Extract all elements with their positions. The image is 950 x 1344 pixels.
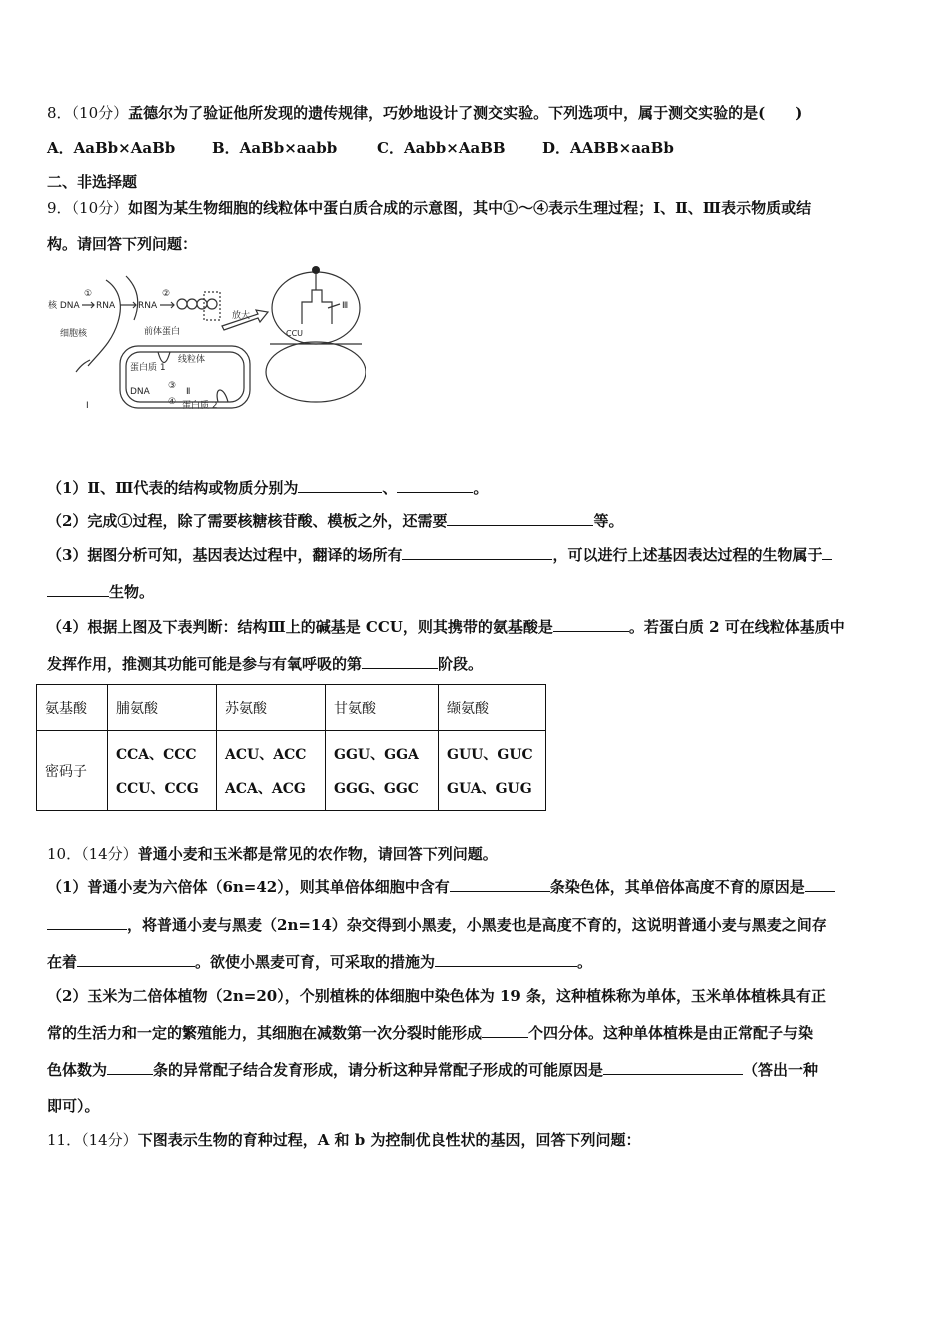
diagram-protein2: 蛋白质 2 bbox=[182, 401, 218, 411]
table-header-row bbox=[37, 685, 546, 731]
diagram-step4: ④ bbox=[168, 397, 177, 407]
q11-stem bbox=[47, 1129, 640, 1150]
q11-score: （14分） bbox=[81, 1131, 138, 1149]
q9-part4 bbox=[47, 616, 845, 637]
codon-text: GGG、GGC bbox=[334, 780, 419, 797]
answer-blank[interactable] bbox=[47, 915, 127, 930]
q10-part1-text4: 。欲使小黑麦可育，可采取的措施为 bbox=[195, 953, 436, 971]
q10-part2-text4: （答出一种 bbox=[743, 1061, 819, 1079]
table-row bbox=[37, 731, 546, 811]
answer-blank[interactable] bbox=[362, 654, 438, 669]
answer-blank[interactable] bbox=[77, 952, 195, 967]
q9-part3-end: 生物。 bbox=[109, 583, 155, 601]
answer-blank[interactable] bbox=[805, 877, 835, 892]
q10-part1-cont2 bbox=[47, 951, 592, 972]
q9-part3-text: （3）据图分析可知，基因表达过程中，翻译的场所有 bbox=[47, 546, 403, 564]
answer-blank[interactable] bbox=[450, 877, 550, 892]
q10-score: （14分） bbox=[81, 845, 138, 863]
codon-text: GUA、GUG bbox=[447, 780, 532, 797]
diagram-protein1: 蛋白质 1 bbox=[130, 363, 166, 373]
q10-part1 bbox=[47, 876, 835, 897]
diagram-label-ii: Ⅱ bbox=[186, 387, 191, 397]
q9-part1-end: 。 bbox=[473, 479, 489, 497]
q10-number: 10． bbox=[47, 845, 82, 863]
diagram-nucleus: 细胞核 bbox=[60, 329, 88, 339]
table-cell bbox=[217, 731, 326, 811]
q9-text-line1: 如图为某生物细胞的线粒体中蛋白质合成的示意图，其中①～④表示生理过程；Ⅰ、Ⅱ、Ⅲ表示物质或结 bbox=[128, 199, 812, 217]
q10-part1-text: （1）普通小麦为六倍体（6n=42），则其单倍体细胞中含有 bbox=[47, 878, 450, 896]
q10-part2-cont2 bbox=[47, 1059, 818, 1080]
q8-score: （10分） bbox=[71, 104, 129, 122]
q8-stem bbox=[47, 102, 802, 123]
q9-part2-text: （2）完成①过程，除了需要核糖核苷酸、模板之外，还需要 bbox=[47, 512, 448, 530]
diagram-amino-acid bbox=[312, 266, 320, 274]
q8-option-c: C．Aabb×AaBB bbox=[377, 139, 506, 157]
codon-text: ACA、ACG bbox=[225, 780, 306, 797]
q10-part1-text3: 在着 bbox=[47, 953, 78, 971]
answer-blank[interactable] bbox=[402, 545, 552, 560]
q10-part1-mid: 条染色体，其单倍体高度不育的原因是 bbox=[549, 878, 805, 896]
q9-part3-cont bbox=[47, 581, 154, 602]
q11-text: 下图表示生物的育种过程，A 和 b 为控制优良性状的基因，回答下列问题： bbox=[137, 1131, 641, 1149]
q9-part3-mid: ，可以进行上述基因表达过程的生物属于 bbox=[552, 546, 823, 564]
answer-blank[interactable] bbox=[553, 617, 629, 632]
q10-stem bbox=[47, 843, 498, 864]
q9-part1-sep: 、 bbox=[382, 479, 398, 497]
diagram-rna2: RNA bbox=[138, 301, 158, 311]
diagram-label-iii: Ⅲ bbox=[342, 301, 349, 311]
table-cell bbox=[439, 731, 546, 811]
answer-blank[interactable] bbox=[435, 952, 577, 967]
mitochondria-protein-synthesis-diagram bbox=[46, 262, 366, 412]
diagram-step3: ③ bbox=[168, 381, 177, 391]
table-cell bbox=[326, 731, 439, 811]
codon-text: CCA、CCC bbox=[116, 746, 197, 763]
q9-part4-mid: 。若蛋白质 2 可在线粒体基质中 bbox=[628, 618, 845, 636]
q9-part4-cont bbox=[47, 653, 483, 674]
diagram-precursor-protein: 前体蛋白 bbox=[144, 327, 181, 337]
q8-text: 孟德尔为了验证他所发现的遗传规律，巧妙地设计了测交实验。下列选项中，属于测交实验的是( ) bbox=[128, 104, 803, 122]
codon-text: CCU、CCG bbox=[116, 780, 199, 797]
diagram-dna: DNA bbox=[130, 387, 150, 397]
table-cell bbox=[108, 731, 217, 811]
q8-option-d: D．AABB×aaBb bbox=[542, 139, 674, 157]
q9-score: （10分） bbox=[71, 199, 129, 217]
answer-blank[interactable] bbox=[603, 1060, 743, 1075]
q9-part1 bbox=[47, 477, 488, 498]
q9-part4-text: （4）根据上图及下表判断：结构Ⅲ上的碱基是 CCU，则其携带的氨基酸是 bbox=[47, 618, 553, 636]
q9-number: 9． bbox=[47, 199, 72, 217]
q9-part2 bbox=[47, 510, 623, 531]
q9-part4-text2: 发挥作用，推测其功能可能是参与有氧呼吸的第 bbox=[47, 655, 363, 673]
codon-text: GUU、GUC bbox=[447, 746, 533, 763]
table-header-cell: 缬氨酸 bbox=[439, 685, 546, 731]
diagram-label-i: Ⅰ bbox=[86, 401, 89, 411]
q10-part2-cont bbox=[47, 1022, 813, 1043]
diagram-step2: ② bbox=[162, 289, 171, 299]
q10-part2-end: 即可）。 bbox=[47, 1097, 100, 1115]
q8-option-b: B．AaBb×aabb bbox=[212, 139, 338, 157]
diagram-ccu: CCU bbox=[286, 329, 304, 338]
q9-part2-end: 等。 bbox=[593, 512, 624, 530]
table-header-cell: 甘氨酸 bbox=[326, 685, 439, 731]
q9-stem-line2: 构。请回答下列问题： bbox=[47, 235, 198, 253]
q9-stem-line1 bbox=[47, 197, 811, 218]
q10-part1-text2: ，将普通小麦与黑麦（2n=14）杂交得到小黑麦，小黑麦也是高度不育的，这说明普通小麦与黑麦之间存 bbox=[127, 916, 827, 934]
table-header-cell: 脯氨酸 bbox=[108, 685, 217, 731]
q8-number: 8． bbox=[47, 104, 72, 122]
answer-blank[interactable] bbox=[822, 545, 832, 560]
q10-part1-end: 。 bbox=[577, 953, 593, 971]
q10-part2: （2）玉米为二倍体植物（2n=20），个别植株的体细胞中染色体为 19 条，这种植株称为单体，玉米单体植株具有正 bbox=[47, 987, 827, 1005]
answer-blank[interactable] bbox=[482, 1023, 528, 1038]
q9-part1-text: （1）Ⅱ、Ⅲ代表的结构或物质分别为 bbox=[47, 479, 299, 497]
q8-option-a: A．AaBb×AaBb bbox=[47, 139, 176, 157]
answer-blank[interactable] bbox=[107, 1060, 153, 1075]
answer-blank[interactable] bbox=[397, 478, 473, 493]
q10-part2-text2: 色体数为 bbox=[47, 1061, 108, 1079]
table-row-label: 密码子 bbox=[37, 731, 108, 811]
diagram-mitochondrion: 线粒体 bbox=[178, 355, 206, 365]
q10-part1-cont bbox=[47, 914, 827, 935]
answer-blank[interactable] bbox=[447, 511, 593, 526]
q10-part2-mid: 个四分体。这种单体植株是由正常配子与染 bbox=[528, 1024, 814, 1042]
q9-part3 bbox=[47, 544, 832, 565]
q10-part2-text3: 条的异常配子结合发育形成，请分析这种异常配子形成的可能原因是 bbox=[153, 1061, 604, 1079]
q10-text: 普通小麦和玉米都是常见的农作物，请回答下列问题。 bbox=[137, 845, 498, 863]
table-header-cell: 苏氨酸 bbox=[217, 685, 326, 731]
codon-table bbox=[36, 684, 546, 811]
answer-blank[interactable] bbox=[298, 478, 382, 493]
q10-part2-text: 常的生活力和一定的繁殖能力，其细胞在减数第一次分裂时能形成 bbox=[47, 1024, 483, 1042]
answer-blank[interactable] bbox=[47, 582, 109, 597]
diagram-step1: ① bbox=[84, 289, 93, 299]
diagram-rna1: RNA bbox=[96, 301, 116, 311]
q11-number: 11． bbox=[47, 1131, 82, 1149]
table-header-cell: 氨基酸 bbox=[37, 685, 108, 731]
q9-part4-end: 阶段。 bbox=[438, 655, 484, 673]
diagram-nuclear-dna: 核 DNA bbox=[48, 301, 80, 311]
codon-text: ACU、ACC bbox=[225, 746, 307, 763]
codon-text: GGU、GGA bbox=[334, 746, 419, 763]
diagram-zoom: 放大 bbox=[232, 311, 251, 321]
section-heading: 二、非选择题 bbox=[47, 173, 138, 191]
